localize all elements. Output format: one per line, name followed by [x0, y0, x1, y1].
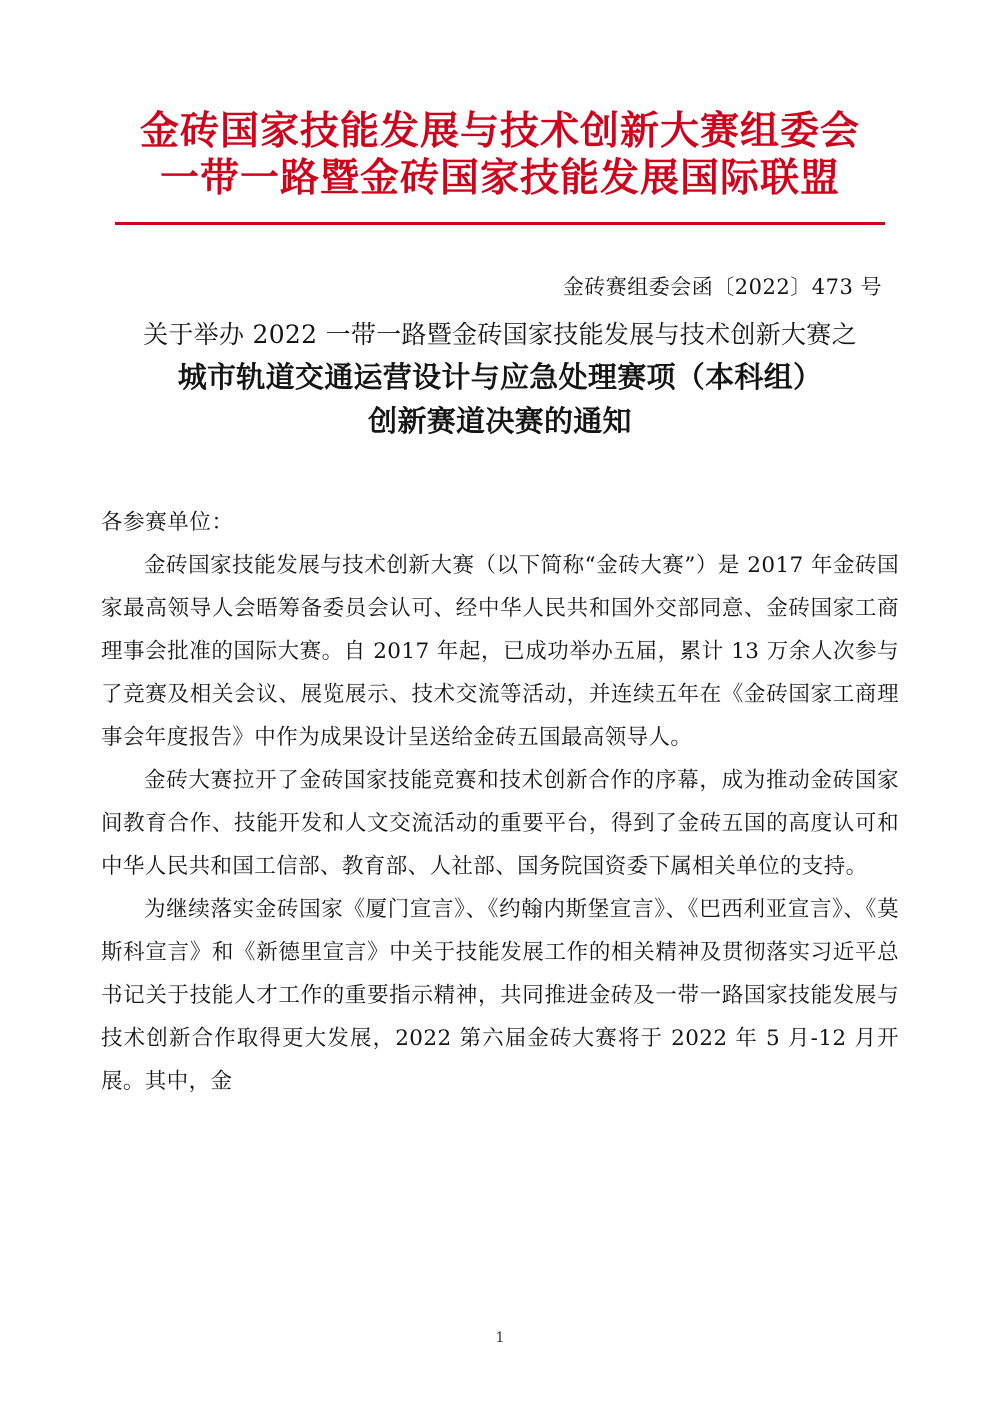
body-paragraph-2: 金砖大赛拉开了金砖国家技能竞赛和技术创新合作的序幕，成为推动金砖国家间教育合作、技能开发和人文交流活动的重要平台，得到了金砖五国的高度认可和中华人民共和国工信部、教育部、人社部、国务院国资委下属相关单位的支持。 — [101, 768, 899, 879]
body-paragraph-3: 为继续落实金砖国家《厦门宣言》、《约翰内斯堡宣言》、《巴西利亚宣言》、《莫斯科宣言》和《新德里宣言》中关于技能发展工作的相关精神及贯彻落实习近平总书记关于技能人才工作的重要指示精神，共同推进金砖及一带一路国家技能发展与技术创新合作取得更大发展，2022 第六届金砖大赛将于 2022 年 5 月-12 月开展。其中，金 — [101, 897, 899, 1094]
body-paragraph-1: 金砖国家技能发展与技术创新大赛（以下简称“金砖大赛”）是 2017 年金砖国家最高领导人会晤筹备委员会认可、经中华人民共和国外交部同意、金砖国家工商理事会批准的国际大赛。自 2017 年起，已成功举办五届，累计 13 万余人次参与了竞赛及相关会议、展览展示、技术交流等活动，并连续五年在《金砖国家工商理事会年度报告》中作为成果设计呈送给金砖五国最高领导人。 — [101, 553, 899, 750]
letterhead-divider — [115, 222, 885, 225]
page-number: 1 — [495, 1330, 505, 1346]
title-line-3: 创新赛道决赛的通知 — [368, 404, 632, 438]
letterhead-line-1: 金砖国家技能发展与技术创新大赛组委会 — [139, 109, 860, 154]
letterhead — [0, 0, 1000, 225]
document-title — [0, 315, 1000, 443]
title-line-2: 城市轨道交通运营设计与应急处理赛项（本科组） — [177, 360, 823, 394]
salutation: 各参赛单位： — [101, 510, 234, 535]
document-number: 金砖赛组委会函〔2022〕473 号 — [562, 275, 882, 299]
title-line-1: 关于举办 2022 一带一路暨金砖国家技能发展与技术创新大赛之 — [143, 320, 857, 349]
document-body — [101, 501, 899, 1103]
letterhead-line-2: 一带一路暨金砖国家技能发展国际联盟 — [159, 156, 840, 201]
